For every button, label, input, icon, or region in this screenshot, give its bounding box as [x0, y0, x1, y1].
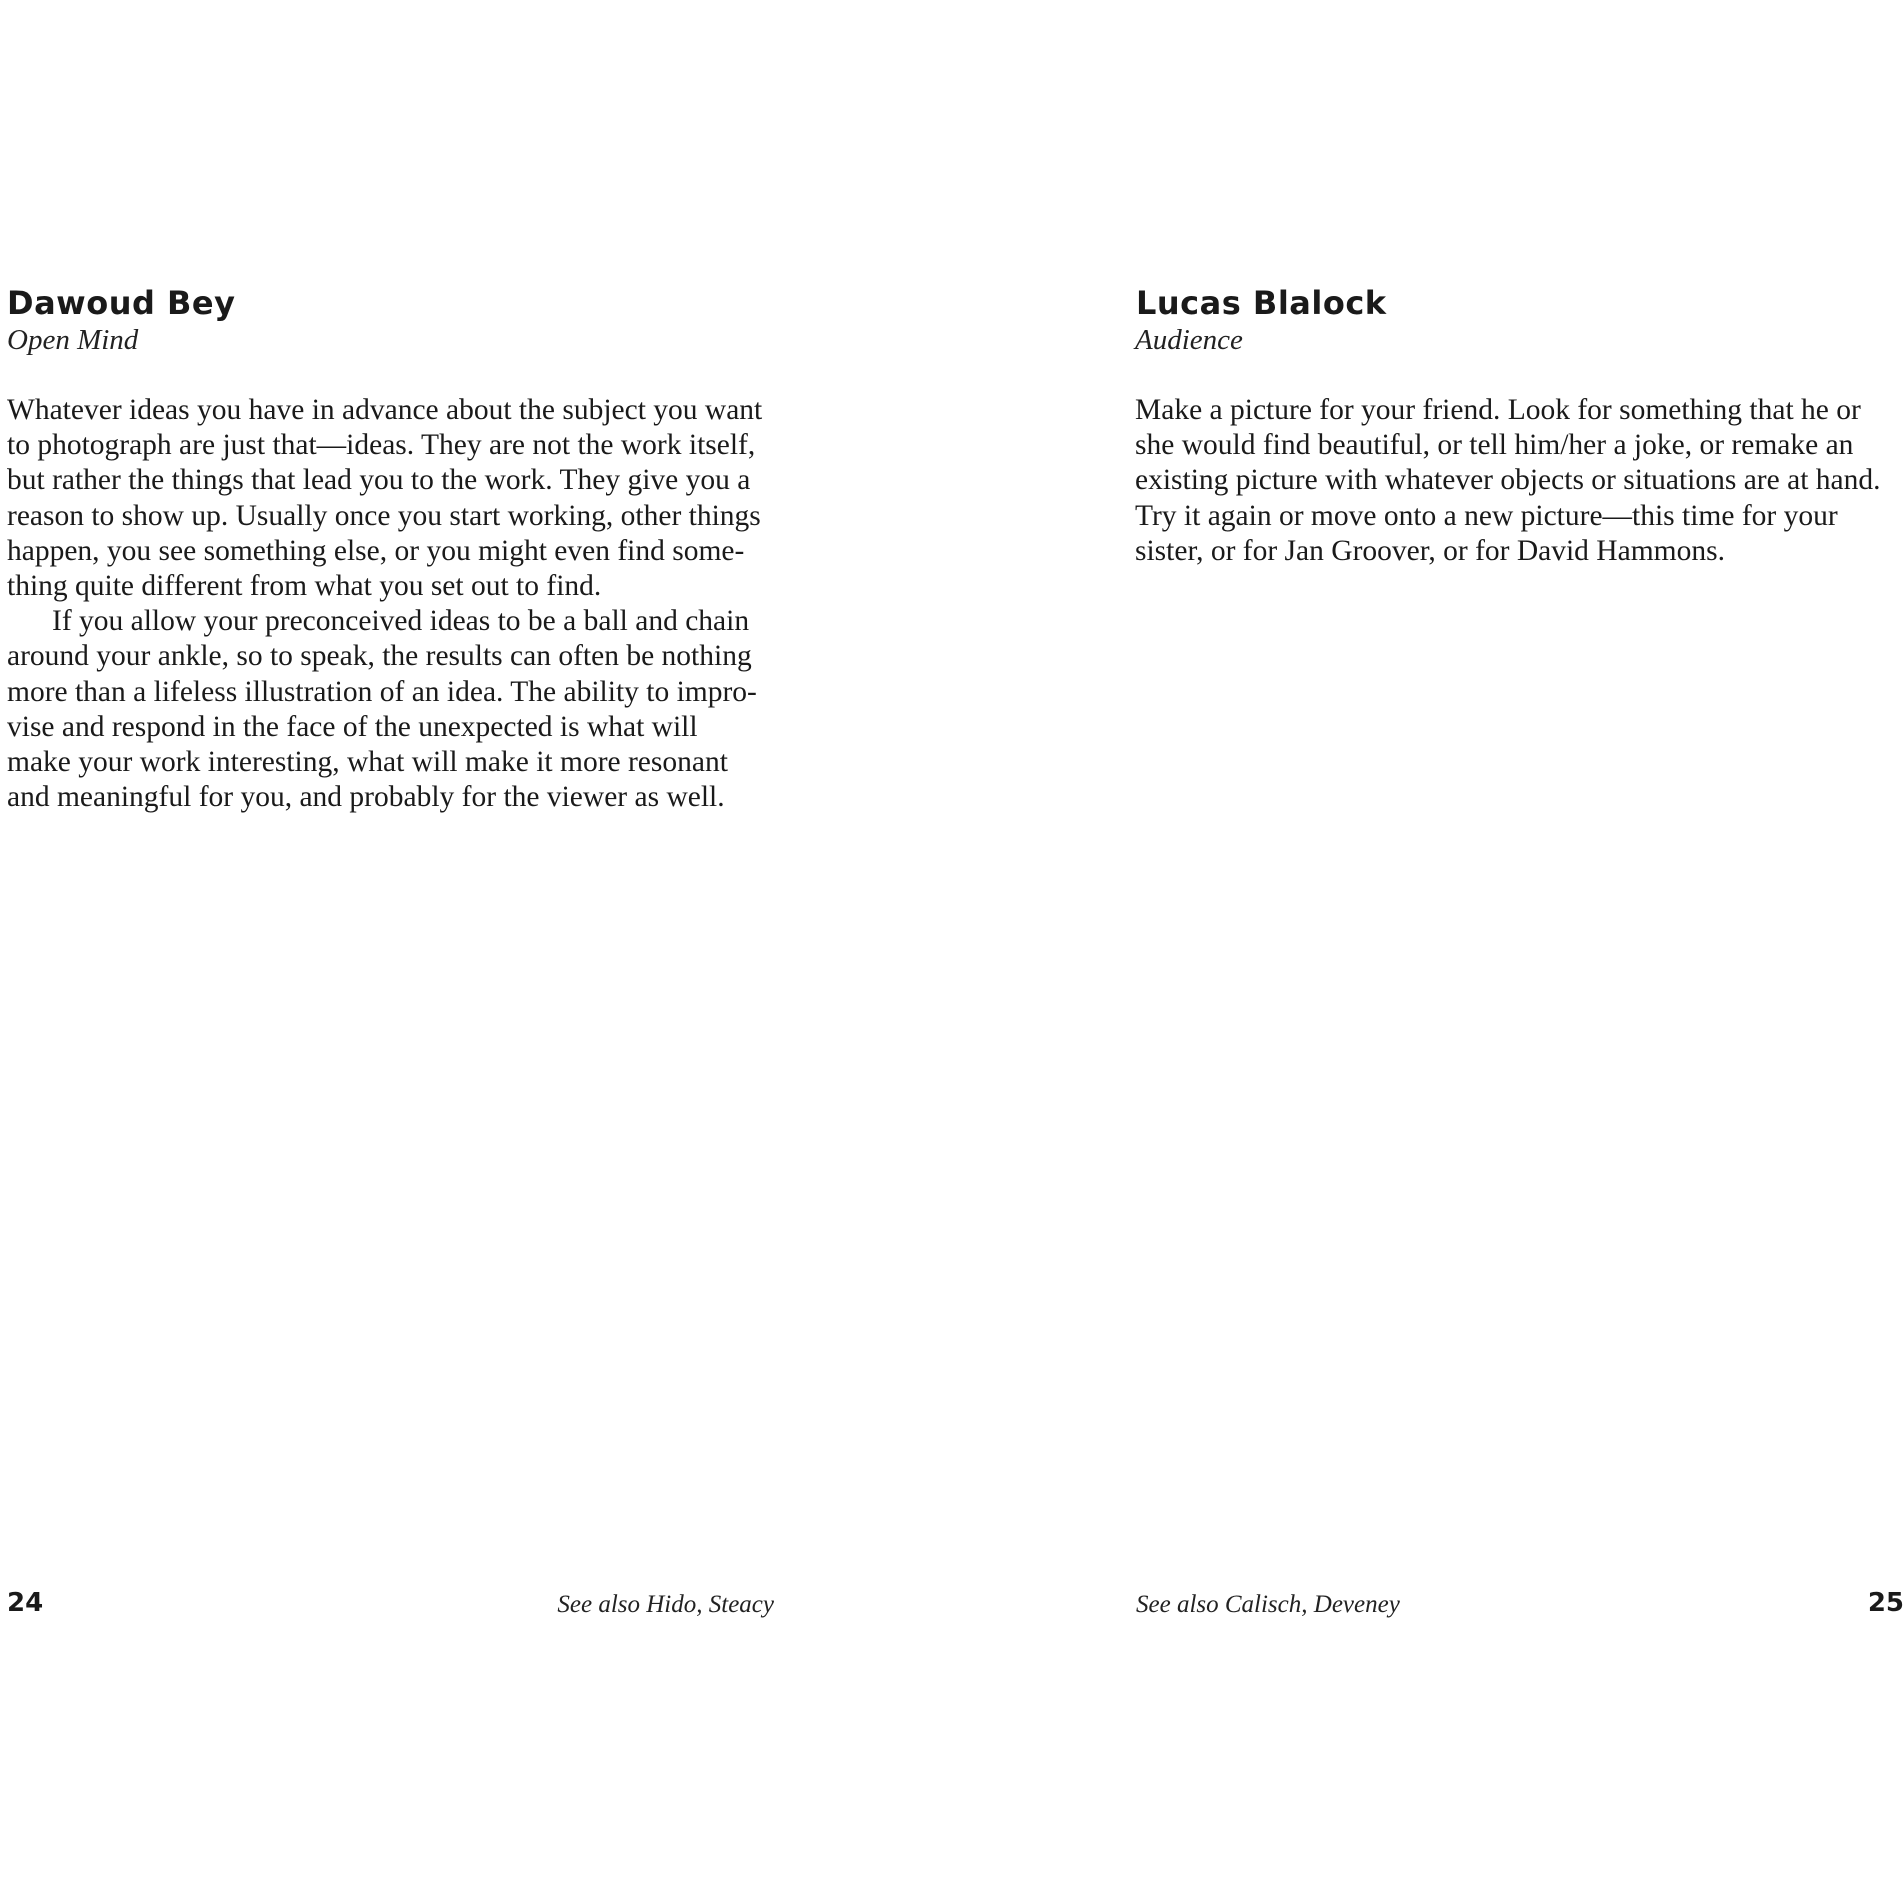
- page-number: 24: [7, 1588, 44, 1618]
- essay-title: Open Mind: [7, 324, 139, 356]
- essay-body: [1135, 393, 1880, 569]
- body-line: reason to show up. Usually once you start working, other things: [7, 499, 761, 532]
- body-line: If you allow your preconceived ideas to be a ball and chain: [52, 605, 750, 638]
- body-line: around your ankle, so to speak, the results can often be nothing: [7, 640, 752, 673]
- body-line: but rather the things that lead you to the work. They give you a: [7, 464, 751, 497]
- body-line: sister, or for Jan Groover, or for David Hammons.: [1135, 534, 1725, 567]
- see-also-reference: See also Hido, Steacy: [557, 1591, 774, 1618]
- body-line: she would find beautiful, or tell him/her a joke, or remake an: [1135, 429, 1854, 462]
- essay-title: Audience: [1135, 324, 1243, 356]
- body-line: Try it again or move onto a new picture—this time for your: [1135, 499, 1838, 532]
- body-line: and meaningful for you, and probably for the viewer as well.: [7, 781, 725, 814]
- body-line: to photograph are just that—ideas. They are not the work itself,: [7, 429, 756, 462]
- author-name: Dawoud Bey: [7, 284, 236, 322]
- body-line: thing quite different from what you set out to find.: [7, 570, 602, 603]
- body-line: more than a lifeless illustration of an idea. The ability to impro-: [7, 675, 757, 708]
- see-also-reference: See also Calisch, Deveney: [1136, 1591, 1400, 1618]
- body-line: vise and respond in the face of the unexpected is what will: [7, 710, 698, 743]
- body-line: happen, you see something else, or you might even find some-: [7, 534, 745, 567]
- body-line: Make a picture for your friend. Look for something that he or: [1135, 394, 1861, 426]
- essay-body: [7, 393, 762, 815]
- body-line: Whatever ideas you have in advance about the subject you want: [7, 394, 763, 426]
- right-page: [952, 0, 1904, 1904]
- page-number: 25: [1867, 1588, 1904, 1618]
- body-line: existing picture with whatever objects or situations are at hand.: [1135, 464, 1881, 497]
- body-line: make your work interesting, what will make it more resonant: [7, 746, 728, 779]
- author-name: Lucas Blalock: [1136, 284, 1387, 322]
